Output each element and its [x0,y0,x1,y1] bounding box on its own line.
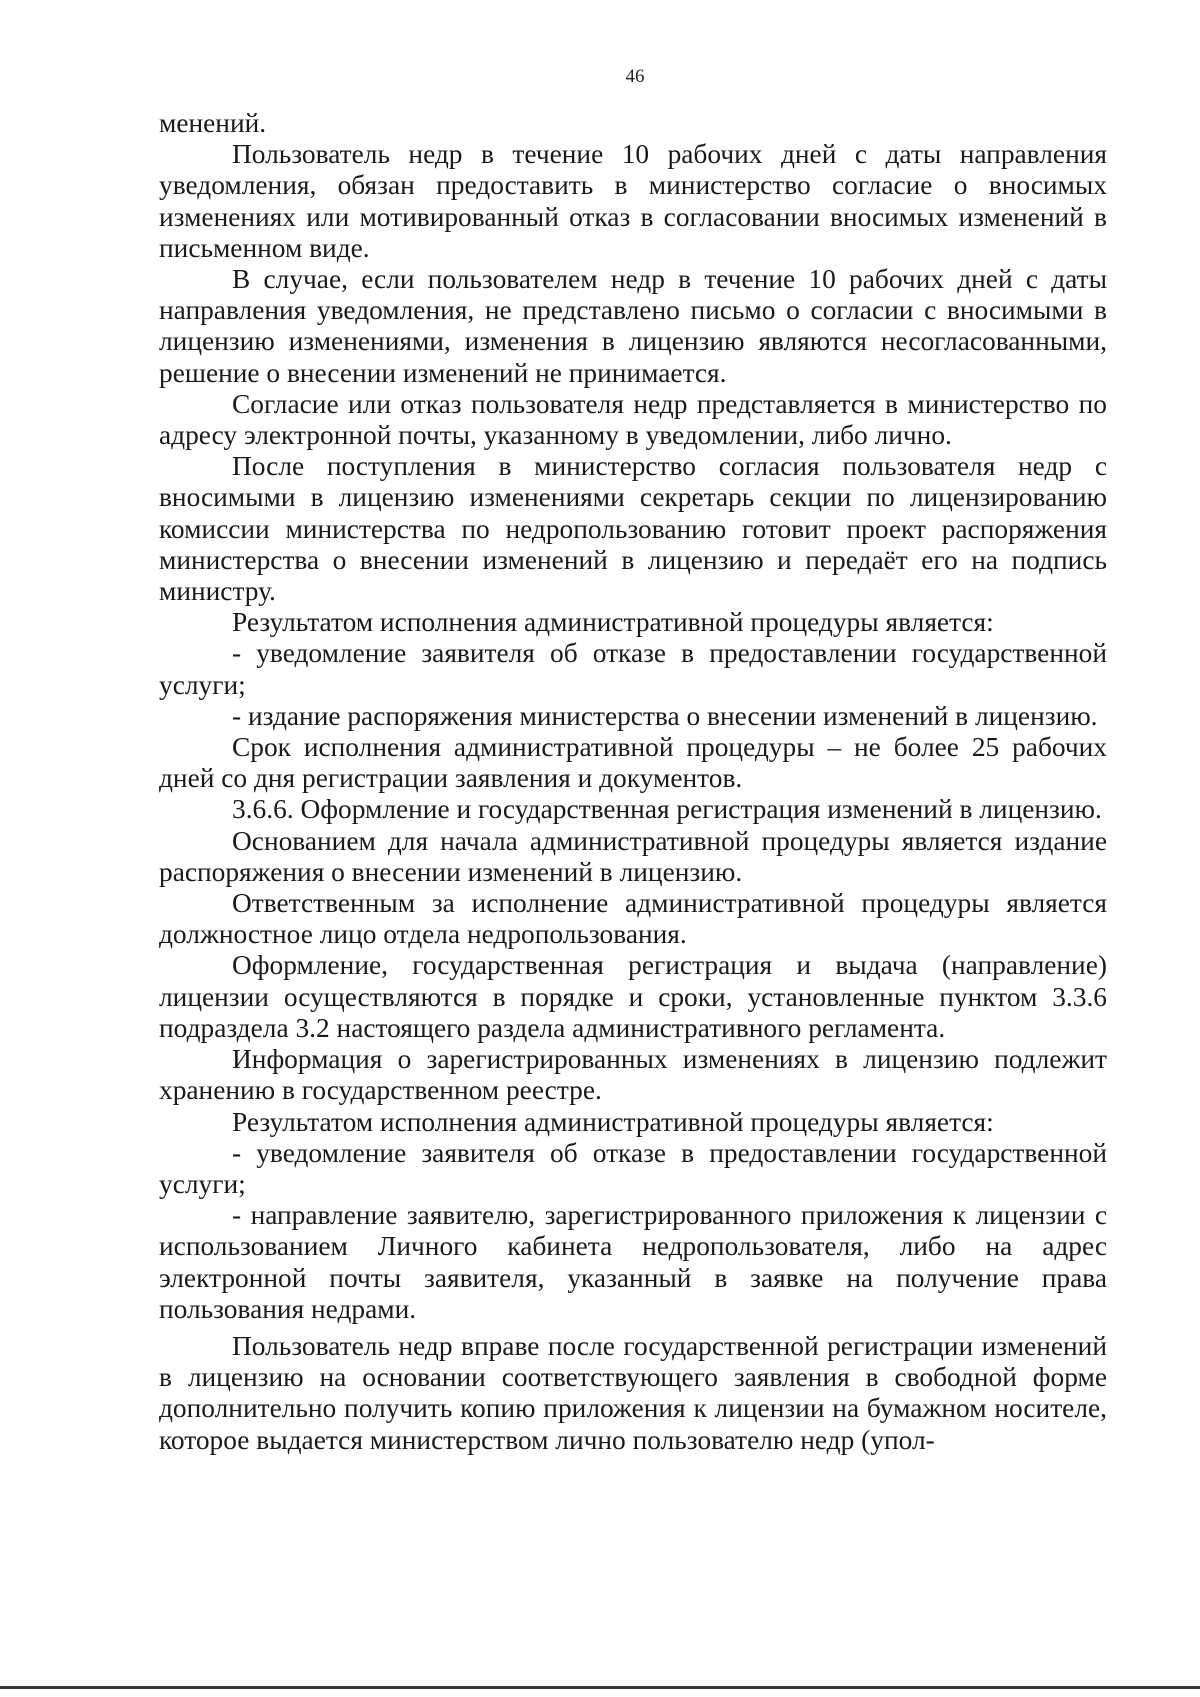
list-item: - уведомление заявителя об отказе в предоставлении государственной услуги; [159,638,1107,700]
paragraph: Информация о зарегистрированных изменениях в лицензию подлежит хранению в государственном реестре. [159,1044,1107,1106]
paragraph: После поступления в министерство согласия пользователя недр с вносимыми в лицензию изменениями секретарь секции по лицензированию комиссии министерства по недропользованию готовит проект распоряжения министерства о внесении изменений в лицензию и передаёт его на подпись министру. [159,451,1107,607]
paragraph: Результатом исполнения административной процедуры является: [232,1106,994,1137]
paragraph: Оформление, государственная регистрация и выдача (направление) лицензии осуществляются в порядке и сроки, установленные пунктом 3.3.6 подраздела 3.2 настоящего раздела административного регламента. [159,950,1107,1043]
section-heading: 3.6.6. Оформление и государственная регистрация изменений в лицензию. [232,794,1102,825]
paragraph: В случае, если пользователем недр в течение 10 рабочих дней с даты направления уведомления, не представлено письмо о согласии с вносимыми в лицензию изменениями, изменения в лицензию являются несогласованными, решение о внесении изменений не принимается. [159,264,1107,388]
paragraph: Согласие или отказ пользователя недр представляется в министерство по адресу электронной почты, указанному в уведомлении, либо лично. [159,388,1107,451]
paragraph: Основанием для начала административной процедуры является издание распоряжения о внесении изменений в лицензию. [159,825,1107,887]
list-item: - направление заявителю, зарегистрированного приложения к лицензии с использованием Личного кабинета недропользователя, либо на адрес электронной почты заявителя, указанный в заявке на получение права пользования недрами. [159,1200,1107,1324]
paragraph: Срок исполнения административной процедуры – не более 25 рабочих дней со дня регистрации заявления и документов. [159,732,1107,794]
document-body [159,108,1107,1456]
paragraph: Пользователь недр в течение 10 рабочих дней с даты направления уведомления, обязан предоставить в министерство согласие о вносимых изменениях или мотивированный отказ в согласовании вносимых изменений в письменном виде. [159,139,1107,263]
list-item: - уведомление заявителя об отказе в предоставлении государственной услуги; [159,1137,1107,1199]
paragraph: Пользователь недр вправе после государственной регистрации изменений в лицензию на основании соответствующего заявления в свободной форме дополнительно получить копию приложения к лицензии на бумажном носителе, которое выдается министерством лично пользователю недр (упол- [159,1330,1107,1455]
list-item: - издание распоряжения министерства о внесении изменений в лицензию. [232,700,1098,731]
paragraph: Результатом исполнения административной процедуры является: [232,607,994,638]
paragraph: Ответственным за исполнение административной процедуры является должностное лицо отдела недропользования. [159,888,1107,950]
bottom-scan-edge [0,1686,1200,1689]
page-number: 46 [625,66,645,87]
paragraph-continuation: менений. [159,108,267,138]
